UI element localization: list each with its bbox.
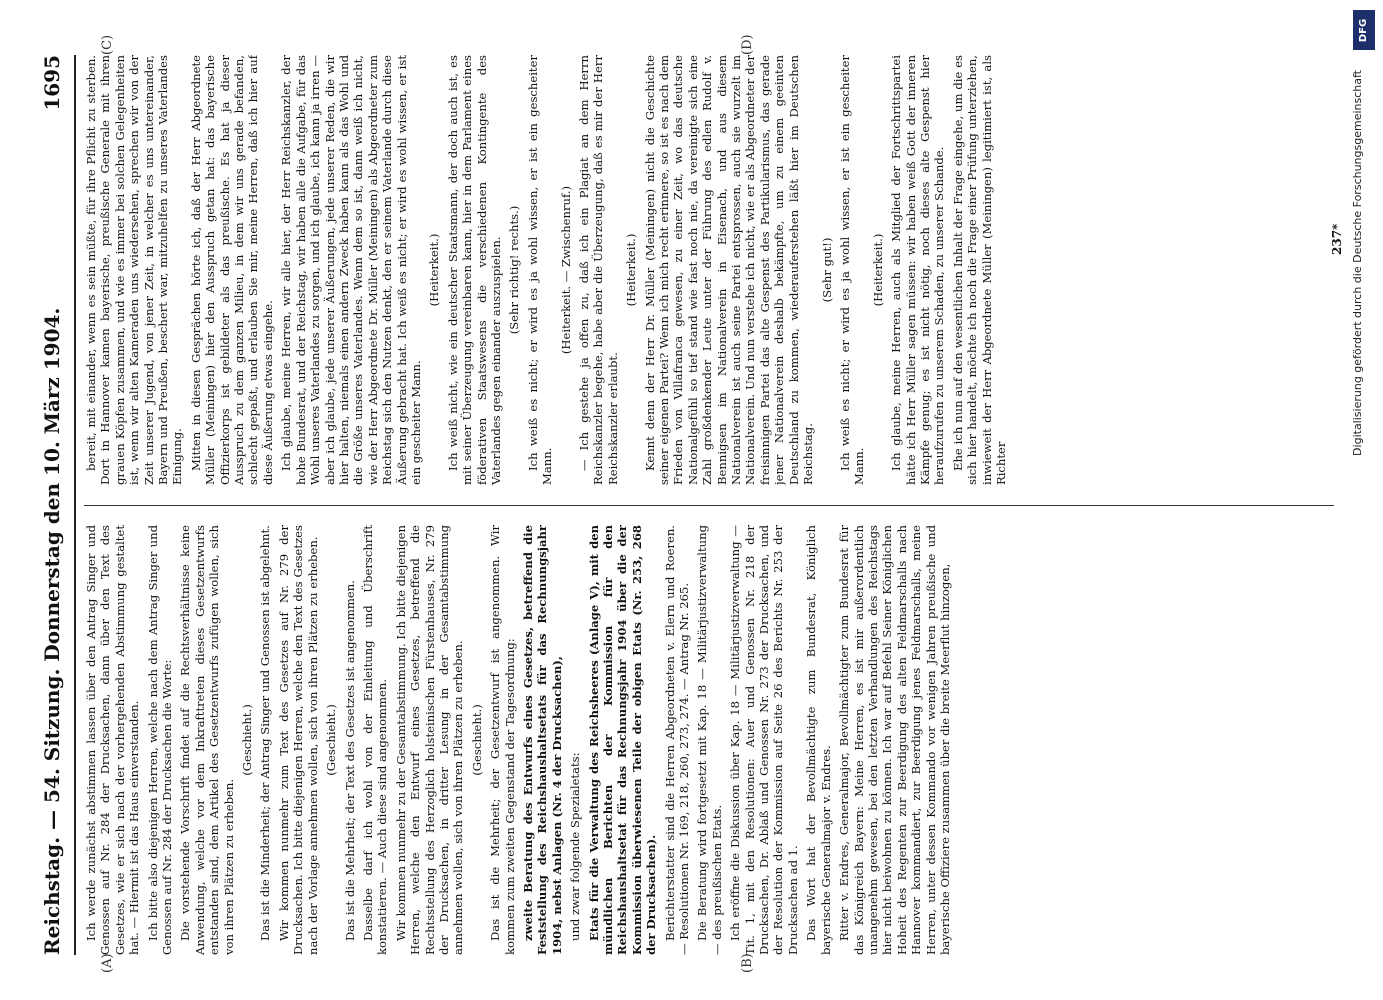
paragraph: Ich eröffne die Diskussion über Kap. 18 — Militärjustizverwaltung — Tit. 1, mit den Resolutionen: Auer und Genossen Nr. 218 der Drucksachen, Dr. Ablaß und Genossen Nr. 273 der Drucksachen, und der Resolution der Kommission auf Seite 26 des Berichts Nr. 253 der Drucksachen ad 1. bbox=[728, 525, 800, 955]
margin-marker-d: (D) bbox=[740, 34, 755, 55]
paragraph: Ich bitte also diejenigen Herren, welche nach dem Antrag Singer und Genossen auf Nr. 284 der Drucksachen die Worte: bbox=[145, 525, 175, 955]
paragraph: Das ist die Minderheit; der Antrag Singer und Genossen ist abgelehnt. bbox=[258, 525, 273, 941]
paragraph: Kennt denn der Herr Dr. Müller (Meiningen) nicht die Geschichte seiner eigenen Partei? Wenn ich mich recht erinnere, so ist es nach dem Frieden von Villafranca gewesen, zu einer Zeit, wo das deutsche Nationalgefühl so tief stand wie fast noch nie, da vereinigte sich eine Zahl großdenkender Leute unter der Führung des edlen Rudolf v. Bennigsen im Nationalverein in Eisenach, und aus diesem Nationalverein ist auch seine Partei entsprossen, auch sie wurzelt im Nationalverein. Und nun verstehe ich nicht, wie er als Abgeordneter der freisinnigen Partei das alte Gespenst des Partikularismus, das gerade jener Nationalverein deshalb bekämpfte, um zu einem geeinten Deutschland zu kommen, wiederauferstehen läßt hier im Deutschen Reichstag. bbox=[642, 55, 816, 485]
paragraph: (Geschieht.) bbox=[240, 704, 255, 776]
paragraph: Wir kommen nunmehr zu der Gesamtabstimmung. Ich bitte diejenigen Herren, welche den Entwurf eines Gesetzes, betreffend die Rechtsstellung des Herzoglich holsteinischen Fürstenhauses, Nr. 279 der Drucksachen, in dritter Lesung in der Gesamtabstimmung annehmen wollen, sich von ihren Plätzen zu erheben. bbox=[393, 525, 466, 955]
page-number: 1695 bbox=[40, 55, 64, 111]
paragraph: Ich werde zunächst abstimmen lassen über den Antrag Singer und Genossen auf Nr. 284 der Drucksachen, dann über den Text des Gesetzes, wie er sich nach der vorhergehenden Abstimmung gestaltet hat. — Hiermit ist das Haus einverstanden. bbox=[84, 525, 142, 955]
margin-marker-b: (B) bbox=[740, 953, 755, 973]
paragraph: Ich glaube, meine Herren, wir alle hier, der Herr Reichskanzler, der hohe Bundesrat, und der Reichstag, wir haben alle die Aufgabe, für das Wohl unseres Vaterlandes zu sorgen, und ich glaube, ich kann ja irren — aber ich glaube, jede unserer Äußerungen, jede unserer Reden, die wir hier halten, niemals einen andern Zweck haben kann als das Wohl und die Größe unseres Vaterlandes. Wenn dem so ist, dann weiß ich nicht, wie der Herr Abgeordnete Dr. Müller (Meiningen) als Abgeordneter zum Reichstag sich den Nutzen denkt, den er seinem Vaterlande durch diese Äußerung gebracht hat. Ich weiß es nicht; er wird es wohl wissen, er ist ein gescheiter Mann. bbox=[279, 55, 423, 485]
paragraph: (Heiterkeit. — Zwischenruf.) bbox=[558, 185, 573, 355]
header-title: Reichstag. — 54. Sitzung. Donnerstag den 10. März 1904. bbox=[40, 307, 64, 955]
paragraph: Berichterstatter sind die Herren Abgeordneten v. Elern und Roeren. — Resolutionen Nr. 169, 218, 260, 273, 274. — Antrag Nr. 265. bbox=[662, 525, 692, 955]
header-rule bbox=[74, 55, 76, 955]
paragraph: Ehe ich nun auf den wesentlichen Inhalt der Frage eingehe, um die es sich hier handelt, möchte ich noch die Frage einer Prüfung unterziehen, inwieweit der Herr Abgeordnete Müller (Meiningen) legitimiert ist, als Richter bbox=[950, 55, 1008, 485]
paragraph: Ich glaube, meine Herren, auch als Mitglied der Fortschrittspartei hätte ich Herr Müller sagen müssen: wir haben weiß Gott der inneren Kämpfe genug; es ist nicht nötig, noch dieses alte Gespenst hier heraufzurufen zu unserem Schaden, zu unserer Schande. bbox=[889, 55, 947, 485]
dfg-logo: DFG bbox=[1353, 10, 1375, 50]
paragraph: zweite Beratung des Entwurfs eines Gesetzes, betreffend die Feststellung des Reichshaushaltsetats für das Rechnungsjahr 1904, nebst Anlagen (Nr. 4 der Drucksachen), bbox=[520, 525, 564, 955]
margin-marker-c: (C) bbox=[100, 34, 115, 55]
page-header bbox=[40, 55, 70, 955]
document-page bbox=[40, 35, 1370, 975]
paragraph: (Geschieht.) bbox=[324, 704, 339, 776]
sidebar bbox=[1351, 10, 1377, 990]
paragraph: Ich weiß es nicht; er wird es ja wohl wissen, er ist ein gescheiter Mann. bbox=[525, 55, 555, 485]
paragraph: (Sehr richtig! rechts.) bbox=[507, 205, 522, 335]
paragraph: (Heiterkeit.) bbox=[870, 233, 885, 307]
paragraph: (Sehr gut!) bbox=[819, 237, 834, 303]
left-column bbox=[84, 525, 1344, 955]
paragraph: Ich weiß nicht, wie ein deutscher Staatsmann, der doch auch ist, es mit seiner Überzeugung vereinbaren kann, hier in dem Parlament eines föderativen Staatswesens die verschiedenen Kontingente des Vaterlandes gegen einander auszuspielen. bbox=[445, 55, 503, 485]
paragraph: Ich weiß es nicht; er wird es ja wohl wissen, er ist ein gescheiter Mann. bbox=[837, 55, 867, 485]
paragraph: (Heiterkeit.) bbox=[427, 233, 442, 307]
margin-marker-a: (A) bbox=[100, 953, 115, 973]
signature-mark: 237* bbox=[1330, 223, 1344, 255]
paragraph: Wir kommen nunmehr zum Text des Gesetzes auf Nr. 279 der Drucksachen. Ich bitte diejenigen Herren, welche den Text des Gesetzes nach der Vorlage annehmen wollen, sich von ihren Plätzen zu erheben. bbox=[276, 525, 320, 955]
paragraph: Das ist die Mehrheit; der Gesetzentwurf ist angenommen. Wir kommen zum zweiten Gegenstand der Tagesordnung: bbox=[488, 525, 517, 955]
paragraph: — Ich gestehe ja offen zu, daß ich ein Plagiat an dem Herrn Reichskanzler begehe, habe aber die Überzeugung, daß es mir der Herr Reichskanzler erlaubt. bbox=[577, 55, 620, 485]
right-column bbox=[84, 55, 1344, 485]
paragraph: (Heiterkeit.) bbox=[624, 233, 639, 307]
paragraph: Ritter v. Endres, Generalmajor, Bevollmächtigter zum Bundesrat für das Königreich Bayern: Meine Herren, es ist mir außerordentlich unangenehm gewesen, bei den letzten Verhandlungen des Reichstags hier nicht beiwohnen zu können. Ich war auf Befehl Seiner Königlichen Hoheit des Regenten zur Beerdigung des alten Feldmarschalls nach Hannover kommandiert, zur Beerdigung jenes Feldmarschalls, meine Herren, unter dessen Kommando vor wenigen Jahren preußische und bayerische Offiziere zusammen über die breite Meerflut hinzogen, bbox=[837, 525, 952, 955]
paragraph: (Geschieht.) bbox=[469, 704, 484, 776]
column-divider bbox=[84, 505, 1334, 506]
paragraph: Die Beratung wird fortgesetzt mit Kap. 18 — Militärjustizverwaltung — des preußischen Etats. bbox=[695, 525, 724, 955]
paragraph: Das ist die Mehrheit; der Text des Gesetzes ist angenommen. bbox=[342, 580, 357, 941]
paragraph: und zwar folgende Spezialetats: bbox=[568, 752, 583, 941]
paragraph: Etats für die Verwaltung des Reichsheeres (Anlage V), mit den mündlichen Berichten der Kommission für den Reichshaushaltsetat für das Rechnungsjahr 1904 über die der Kommission überwiesenen Teile der obigen Etats (Nr. 253, 268 der Drucksachen). bbox=[586, 525, 659, 955]
funding-note: Digitalisierung gefördert durch die Deutsche Forschungsgemeinschaft bbox=[1351, 70, 1364, 456]
paragraph: Die vorstehende Vorschrift findet auf die Rechtsverhältnisse keine Anwendung, welche vor dem Inkrafttreten dieses Gesetzentwurfs entstanden sind, dem Artikel des Gesetzentwurfs zufügen wollen, sich von ihren Plätzen zu erheben. bbox=[178, 525, 236, 955]
paragraph: Mitten in diesen Gesprächen hörte ich, daß der Herr Abgeordnete Müller (Meiningen) hier den Ausspruch getan hat: das bayerische Offizierkorps ist gebildeter als das preußische. Es hat ja dieser Ausspruch zu dem ganzen Milieu, in dem wir uns gerade befanden, schlecht gepaßt, und erlauben Sie mir, meine Herren, daß ich hier auf diese Äußerung etwas eingehe. bbox=[188, 55, 275, 485]
paragraph: bereit, mit einander, wenn es sein müßte, für ihre Pflicht zu sterben. Dort in Hannover kamen bayerische, preußische Generale mit ihren grauen Köpfen zusammen, und wie es immer bei solchen Gelegenheiten ist, wenn wir alten Kameraden uns wiedersehen, sprechen wir von der Zeit unserer Jugend, von jener Zeit, in welcher es uns untereinander, Bayern und Preußen, beschert war, mitzuhelfen zu unseres Vaterlandes Einigung. bbox=[84, 55, 185, 485]
paragraph: Dasselbe darf ich wohl von der Einleitung und Überschrift konstatieren. — Auch diese sind angenommen. bbox=[360, 525, 390, 955]
paragraph: Das Wort hat der Bevollmächtigte zum Bundesrat, Königlich bayerische Generalmajor v. Endres. bbox=[804, 525, 833, 955]
